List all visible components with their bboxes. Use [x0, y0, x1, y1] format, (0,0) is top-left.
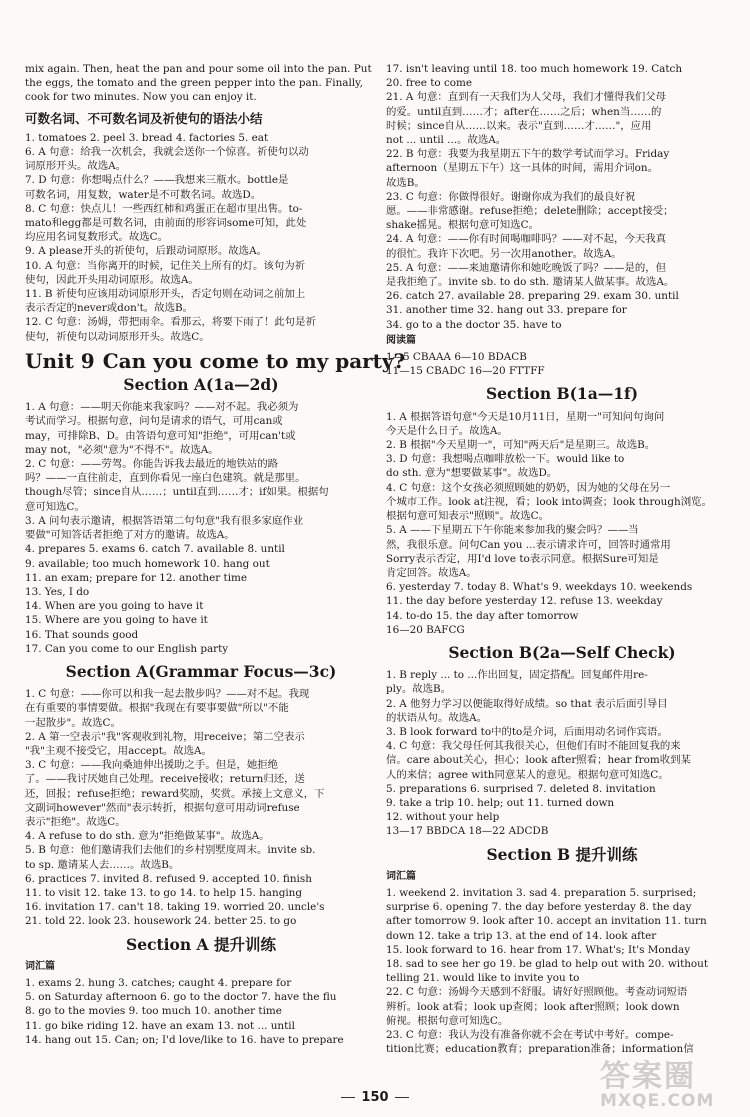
- answer-line: 3. A 问句表示邀请，根据答语第二句句意"我有很多家庭作业: [25, 514, 304, 527]
- grammar-summary-heading: 可数名词、不可数名词及祈使句的语法小结: [25, 110, 263, 126]
- answer-line: 15. look forward to 16. hear from 17. What's; It's Monday: [386, 943, 691, 956]
- answer-line: 表示"拒绝"。故选C。: [25, 815, 126, 828]
- answer-line: 16. invitation 17. can't 18. taking 19. worried 20. uncle's: [25, 901, 325, 914]
- answer-line: 然，我很乐意。问句Can you ...表示请求许可，回答时通常用: [386, 538, 671, 551]
- answer-line: 6. yesterday 7. today 8. What's 9. weekdays 10. weekends: [386, 581, 693, 594]
- answer-line: 34. go to a the doctor 35. have to: [386, 318, 562, 331]
- answer-line: 23. C 句意：我认为没有准备你就不会在考试中考好。compe-: [386, 1029, 674, 1041]
- answer-line: 1. exams 2. hung 3. catches; caught 4. prepare for: [25, 976, 292, 989]
- continued-answers: [386, 62, 738, 332]
- watermark-text: 答案圈: [600, 1059, 696, 1094]
- section-a-1a-2d-heading: Section A(1a—2d): [123, 375, 279, 395]
- section-a-grammar-heading: Section A(Grammar Focus—3c): [65, 661, 337, 681]
- answer-line: the eggs, the tomato and the green pepper into the pan. Finally,: [25, 77, 363, 90]
- answer-line: 5. A ——下星期五下午你能来参加我的聚会吗？——当: [386, 524, 639, 537]
- answer-line: 信。care about关心，担心；look after照看；hear from收到某: [386, 754, 691, 767]
- answer-line: 16—20 BAFCG: [386, 623, 465, 636]
- section-a-practice-heading: Section A 提升训练: [126, 934, 276, 954]
- answer-line: may not，"必须"意为"不得不"。故选A。: [25, 443, 219, 456]
- answer-line: 12. C 句意：汤姆，带把雨伞。看那云，将要下雨了！此句是祈: [25, 316, 316, 329]
- answer-line: 3. C 句意：——我向桑迪伸出援助之手。但是，她拒绝: [25, 759, 279, 772]
- answer-line: after tomorrow 9. look after 10. accept an invitation 11. turn: [386, 915, 707, 928]
- answer-line: 4. A refuse to do sth. 意为"拒绝做某事"。故选A。: [25, 830, 270, 843]
- answer-line: 9. take a trip 10. help; out 11. turned down: [386, 796, 615, 809]
- answer-line: 14. When are you going to have it: [25, 600, 204, 613]
- answer-line: 14. to-do 15. the day after tomorrow: [386, 609, 579, 622]
- answer-line: 13. Yes, I do: [25, 585, 90, 598]
- answer-line: 吗？——一直往前走，直到你看见一座白色建筑。就是那里。: [25, 472, 306, 485]
- section-b-1a-1f-heading: Section B(1a—1f): [485, 384, 639, 404]
- answer-line: 21. told 22. look 23. housework 24. better 25. to go: [25, 915, 297, 928]
- answer-line: 个城市工作。look at注视，看；look into调查；look through浏览。: [386, 495, 712, 508]
- answer-line: 可数名词，用复数，water是不可数名词。故选D。: [25, 188, 262, 201]
- vocab-label: 词汇篇: [386, 870, 416, 882]
- answer-line: 22. B 句意：我要为我星期五下午的数学考试而学习。Friday: [386, 148, 670, 161]
- answer-line: 5. on Saturday afternoon 6. go to the doctor 7. have the flu: [25, 991, 337, 1004]
- section-a-grammar-answers: [25, 687, 377, 928]
- answer-line: 11. an exam; prepare for 12. another time: [25, 571, 248, 584]
- answer-line: 26. catch 27. available 28. preparing 29. exam 30. until: [386, 290, 679, 303]
- answer-line: 表示否定的never或don't。故选B。: [25, 302, 193, 315]
- answer-line: 1. weekend 2. invitation 3. sad 4. preparation 5. surprised;: [386, 886, 697, 899]
- answer-line: 时候；since自从……以来。表示"直到……才……"，应用: [386, 119, 652, 132]
- answer-line: 11. to visit 12. take 13. to go 14. to help 15. hanging: [25, 886, 303, 899]
- answer-line: Sorry表示否定，用I'd love to表示同意。根据Sure可知是: [386, 552, 659, 565]
- answer-line: 14. hang out 15. Can; on; I'd love/like to 16. have to prepare: [25, 1033, 344, 1046]
- answer-line: down 12. take a trip 13. at the end of 14. look after: [386, 929, 657, 942]
- answer-line: 在有重要的事情要做。根据"我现在有要事要做"所以"不能: [25, 702, 289, 715]
- answer-line: not ... until ...。故选A。: [386, 134, 507, 147]
- answer-line: 3. D 句意：我想喝点咖啡放松一下。would like to: [386, 453, 625, 466]
- answer-line: 的很忙。我许下次吧。另一次用another。故选A。: [386, 247, 622, 260]
- answer-line: 1. A 根据答语句意"今天是10月11日，星期一"可知问句询问: [386, 410, 665, 423]
- answer-line: 考试而学习。根据句意，问句是请求的语气，可用can或: [25, 415, 283, 428]
- answer-line: 31. another time 32. hang out 33. prepare for: [386, 304, 627, 317]
- answer-line: 4. prepares 5. exams 6. catch 7. available 8. until: [25, 543, 285, 556]
- answer-line: 16. That sounds good: [25, 628, 139, 641]
- answer-line: 11. the day before yesterday 12. refuse 13. weekday: [386, 595, 663, 608]
- answer-line: 17. Can you come to our English party: [25, 642, 229, 655]
- answer-line: 俯视。根据句意可知选C。: [386, 1014, 509, 1027]
- vocab-label: 词汇篇: [25, 960, 55, 972]
- unit-heading: [25, 348, 406, 373]
- answer-line: mix again. Then, heat the pan and pour some oil into the pan. Put: [25, 63, 372, 75]
- answer-line: 6. practices 7. invited 8. refused 9. accepted 10. finish: [25, 872, 312, 885]
- section-b-practice-heading: Section B 提升训练: [486, 844, 638, 864]
- answer-line: 是我拒绝了。invite sb. to do sth. 邀请某人做某事。故选A。: [386, 276, 675, 289]
- answer-line: 11—15 CBADC 16—20 FTTFF: [386, 365, 545, 378]
- answer-line: 今天是什么日子。故选A。: [386, 424, 508, 437]
- answer-line: 25. A 句意：——来迪邀请你和她吃晚饭了吗？——是的，但: [386, 261, 667, 274]
- answer-line: 一起散步"。故选C。: [25, 716, 121, 729]
- answer-line: to sp. 邀请某人去……。故选B。: [25, 858, 180, 871]
- answer-line: do sth. 意为"想要做某事"。故选D。: [386, 467, 558, 480]
- answer-line: 2. A 第一空表示"我"客观收到礼物，用receive；第二空表示: [25, 730, 305, 743]
- answer-line: 使句，祈使句以动词原形开头。故选C。: [25, 330, 210, 343]
- answer-line: afternoon（星期五下午）这一具体的时间，需用介词on。: [386, 162, 658, 175]
- reading-answers: [386, 350, 738, 378]
- answer-line: telling 21. would like to invite you to: [386, 972, 580, 985]
- answer-line: 故选B。: [386, 176, 425, 189]
- answer-line: 20. free to come: [386, 77, 473, 90]
- grammar-answers: [25, 131, 377, 344]
- answer-line: 8. C 句意：快点儿！一些西红柿和鸡蛋正在超市里出售。to-: [25, 202, 303, 215]
- right-column: [386, 62, 738, 1056]
- answer-line: 1. tomatoes 2. peel 3. bread 4. factories 5. eat: [25, 131, 269, 144]
- answer-line: 4. C 句意：我父母任何其我很关心，但他们有时不能回复我的来: [386, 740, 681, 753]
- answer-line: 9. A please开头的祈使句，后跟动词原形。故选A。: [25, 245, 267, 258]
- answer-line: 1. A 句意：——明天你能来我家吗？——对不起。我必须为: [25, 401, 299, 414]
- answer-line: 15. Where are you going to have it: [25, 614, 208, 627]
- unit-label: Unit 9: [25, 348, 95, 373]
- answer-line: mato和egg都是可数名词，由前面的形容词some可知，此处: [25, 217, 307, 230]
- answer-line: 2. A 他努力学习以便能取得好成绩。so that 表示后面引导目: [386, 697, 668, 710]
- answer-line: 21. A 句意：直到有一天我们为人父母，我们才懂得我们父母: [386, 91, 667, 104]
- section-a-practice-answers: [25, 976, 377, 1047]
- answer-line: 22. C 句意：汤姆今天感到不舒服。请好好照顾他。考查动词短语: [386, 986, 688, 999]
- answer-line: 23. C 句意：你做得很好。谢谢你成为我们的最良好祝: [386, 190, 636, 203]
- intro-paragraph: [25, 62, 377, 105]
- answer-line: 的状语从句。故选A。: [386, 711, 488, 724]
- answer-line: 12. without your help: [386, 811, 500, 824]
- answer-line: 6. A 句意：给我一次机会，我就会送你一个惊喜。祈使句以动: [25, 146, 309, 159]
- section-b-practice-answers: [386, 886, 738, 1056]
- answer-line: 2. C 句意：——劳驾。你能告诉我去最近的地铁站的路: [25, 458, 279, 471]
- answer-line: may，可排除B、D。由答语句意可知"拒绝"，可用can't或: [25, 429, 296, 442]
- answer-line: 了。——我讨厌她自己处理。receive接收；return归还，送: [25, 773, 305, 786]
- answer-line: ply。故选B。: [386, 683, 452, 696]
- answer-line: 8. go to the movies 9. too much 10. another time: [25, 1005, 282, 1018]
- answer-line: 11. B 祈使句应该用动词原形开头，否定句则在动词之前加上: [25, 288, 306, 301]
- answer-line: 24. A 句意：——你有时间喝咖啡吗？——对不起，今天我真: [386, 233, 667, 246]
- answer-line: surprise 6. opening 7. the day before yesterday 8. the day: [386, 901, 692, 914]
- answer-line: 意可知选C。: [25, 500, 85, 513]
- answer-line: 肯定回答。故选A。: [386, 566, 477, 579]
- answer-line: 的爱。until直到……才；after在……之后；when当……的: [386, 105, 662, 118]
- answer-line: 18. sad to see her go 19. be glad to help out with 20. without: [386, 957, 709, 970]
- answer-line: though尽管；since自从……；until直到……才；if如果。根据句: [25, 486, 329, 499]
- answer-line: "我"主观不接受它，用accept。故选A。: [25, 744, 212, 757]
- reading-label: 阅读篇: [386, 334, 416, 346]
- answer-line: 1. C 句意：——你可以和我一起去散步吗？——对不起。我现: [25, 688, 310, 701]
- watermark-url: MXQE.COM: [600, 1091, 715, 1111]
- answer-line: 还，回报；refuse拒绝；reward奖励，奖赏。承接上文意义，下: [25, 787, 325, 800]
- answer-line: 1—5 CBAAA 6—10 BDACB: [386, 351, 527, 364]
- answer-line: 文副词however"然而"表示转折，根据句意可用动词refuse: [25, 801, 300, 814]
- section-a-1a-2d-answers: [25, 400, 377, 656]
- unit-title: Can you come to my party?: [102, 348, 406, 373]
- answer-line: 根据句意可知表示"照顾"。故选C。: [386, 510, 549, 523]
- answer-line: 3. B look forward to中的to是介词，后面用动名词作宾语。: [386, 725, 668, 738]
- answer-line: 2. B 根据"今天星期一"，可知"两天后"是星期三。故选B。: [386, 439, 656, 452]
- answer-line: cook for two minutes. Now you can enjoy it.: [25, 91, 257, 104]
- answer-line: 要做"可知答话者拒绝了对方的邀请。故选A。: [25, 529, 235, 542]
- answer-line: 5. preparations 6. surprised 7. deleted 8. invitation: [386, 782, 656, 795]
- answer-line: 词原形开头。故选A。: [25, 160, 127, 173]
- section-b-self-check-answers: [386, 668, 738, 838]
- answer-line: 13—17 BBDCA 18—22 ADCDB: [386, 825, 549, 838]
- answer-line: 辨析。look at看；look up查阅；look after照顾；look down: [386, 1000, 680, 1013]
- answer-line: 1. B reply ... to ...作出回复，固定搭配。回复邮件用re-: [386, 669, 648, 682]
- answer-line: 使句，因此开头用动词原形。故选A。: [25, 273, 199, 286]
- answer-line: 均应用名词复数形式。故选C。: [25, 231, 169, 244]
- answer-line: 10. A 句意：当你离开的时候，记住关上所有的灯。该句为祈: [25, 259, 306, 272]
- section-b-self-check-heading: Section B(2a—Self Check): [448, 642, 676, 662]
- answer-line: 7. D 句意：你想喝点什么？——我想来三瓶水。bottle是: [25, 174, 289, 187]
- watermark-logo: [600, 1051, 728, 1111]
- answer-line: 11. go bike riding 12. have an exam 13. not ... until: [25, 1019, 295, 1032]
- answer-line: 愿。——非常感谢。refuse拒绝；delete删除；accept接受；: [386, 205, 674, 218]
- answer-line: 9. available; too much homework 10. hang out: [25, 557, 270, 570]
- answer-line: 5. B 句意：他们邀请我们去他们的乡村别墅度周末。invite sb.: [25, 844, 316, 857]
- answer-line: 4. C 句意：这个女孩必须照顾她的奶奶，因为她的父母在另一: [386, 481, 671, 494]
- answer-line: shake摇晃。根据句意可知选C。: [386, 219, 539, 232]
- answer-line: 人的来信；agree with同意某人的意见。根据句意可知选C。: [386, 768, 669, 781]
- section-b-1a-1f-answers: [386, 410, 738, 637]
- page-number: 150: [361, 1090, 389, 1105]
- answer-line: 17. isn't leaving until 18. too much homework 19. Catch: [386, 63, 683, 75]
- answer-line: tition比赛；education教育；preparation准备；information信: [386, 1043, 694, 1056]
